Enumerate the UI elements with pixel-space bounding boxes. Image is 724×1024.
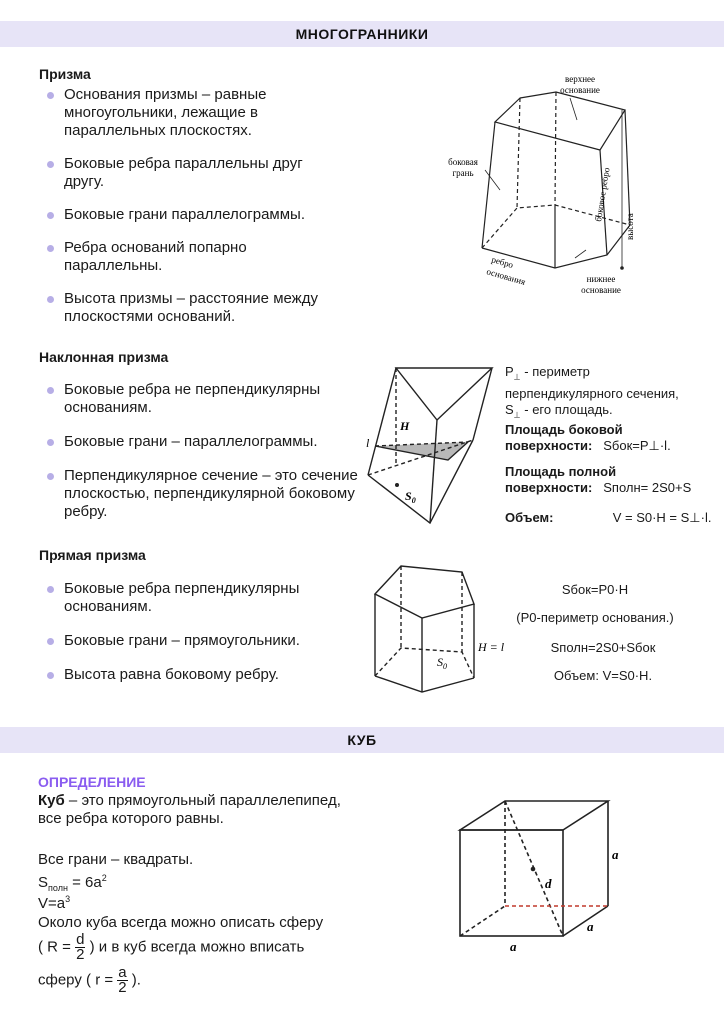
r-fraction: $\frac{a}{2}$ [118, 964, 127, 996]
list-item: Боковые грани параллелограммы. [39, 206, 339, 224]
label-top-base-1: верхнее [565, 74, 595, 84]
heading-right-prism: Прямая призма [39, 547, 146, 563]
definition-label: ОПРЕДЕЛЕНИЕ [38, 774, 146, 790]
right-lateral-area: Sбок=P0·H [561, 582, 629, 597]
label-H: H [400, 419, 410, 433]
oblique-list [39, 381, 369, 521]
label-base-edges-2: основания [485, 266, 527, 287]
section-banner-polyhedra [0, 21, 724, 47]
list-item: Боковые ребра не перпендикулярны основаниям. [39, 381, 369, 417]
list-item: Боковые грани – параллелограммы. [39, 433, 369, 451]
label-bottom-base-1: нижнее [586, 274, 616, 284]
right-full-area: Sполн=2S0+Sбок [550, 640, 656, 655]
label-a-side: a [587, 919, 594, 934]
section-banner-cube [0, 727, 724, 753]
cube-area-formula: $S_{полн} = 6a^2$ [38, 873, 107, 893]
list-item: Боковые ребра перпендикулярны основаниям. [39, 580, 369, 616]
list-item: Ребра оснований попарно параллельны. [39, 239, 339, 275]
heading-oblique-prism: Наклонная призма [39, 349, 169, 365]
label-lateral-edge: боковое ребро [593, 166, 612, 223]
label-S0: $S_0$ [405, 489, 416, 505]
prism-list [39, 86, 339, 326]
oblique-lateral-area: Площадь боковой поверхности: Sбок=P⊥·l. [505, 422, 671, 453]
list-item: Боковые грани – прямоугольники. [39, 632, 369, 650]
right-volume: Объем: V=S0·H. [553, 668, 653, 683]
section-title: МНОГОГРАННИКИ [295, 26, 429, 42]
cube-definition: Куб – это прямоугольный параллелепипед, все ребра которого равны. [38, 792, 341, 827]
list-item: Боковые ребра параллельны друг другу. [39, 155, 339, 191]
label-side-face-2: грань [452, 168, 474, 178]
label-base-edges-1: ребро [490, 254, 515, 271]
label-l: l [366, 436, 370, 450]
heading-prism: Призма [39, 66, 91, 82]
cube-volume-formula: $V=a^3$ [38, 894, 71, 912]
list-item: Основания призмы – равные многоугольники, лежащие в параллельных плоскостях. [39, 86, 339, 140]
list-item: Перпендикулярное сечение – это сечение плоскостью, перпендикулярной боковому ребру. [39, 467, 369, 521]
list-item: Высота равна боковому ребру. [39, 666, 369, 684]
oblique-volume: Объем: V = S0·H = S⊥·l. [505, 510, 712, 525]
section-title: КУБ [347, 732, 377, 748]
label-top-base-2: основание [560, 85, 600, 95]
label-H-eq-l: H = l [478, 640, 505, 654]
cube-faces: Все грани – квадраты. [38, 851, 194, 868]
label-bottom-base-2: основание [581, 285, 621, 295]
label-d: d [545, 876, 552, 891]
R-fraction: $\frac{d}{2}$ [76, 931, 85, 963]
label-a-bottom: a [510, 939, 517, 954]
label-side-face-1: боковая [448, 157, 478, 167]
right-prism-list [39, 580, 369, 684]
right-perimeter-note: (P0-периметр основания.) [516, 610, 674, 625]
label-a-right: a [612, 847, 619, 862]
label-height: высота [625, 213, 635, 240]
label-S0: $S_0$ [437, 655, 447, 671]
oblique-full-area: Площадь полной поверхности: Sполн= 2S0+S [505, 464, 692, 495]
list-item: Высота призмы – расстояние между плоскостями оснований. [39, 290, 339, 326]
cube-sphere-text: Около куба всегда можно описать сферу ( R = $\frac{d}{2}$ ) и в куб всегда можно вписать сферу ( r = $\frac{a}{2}$ ). [38, 914, 324, 996]
oblique-perimeter-desc: $P_\perp$ - периметр перпендикулярного сечения, $S_\perp$ - его площадь. [505, 364, 679, 420]
